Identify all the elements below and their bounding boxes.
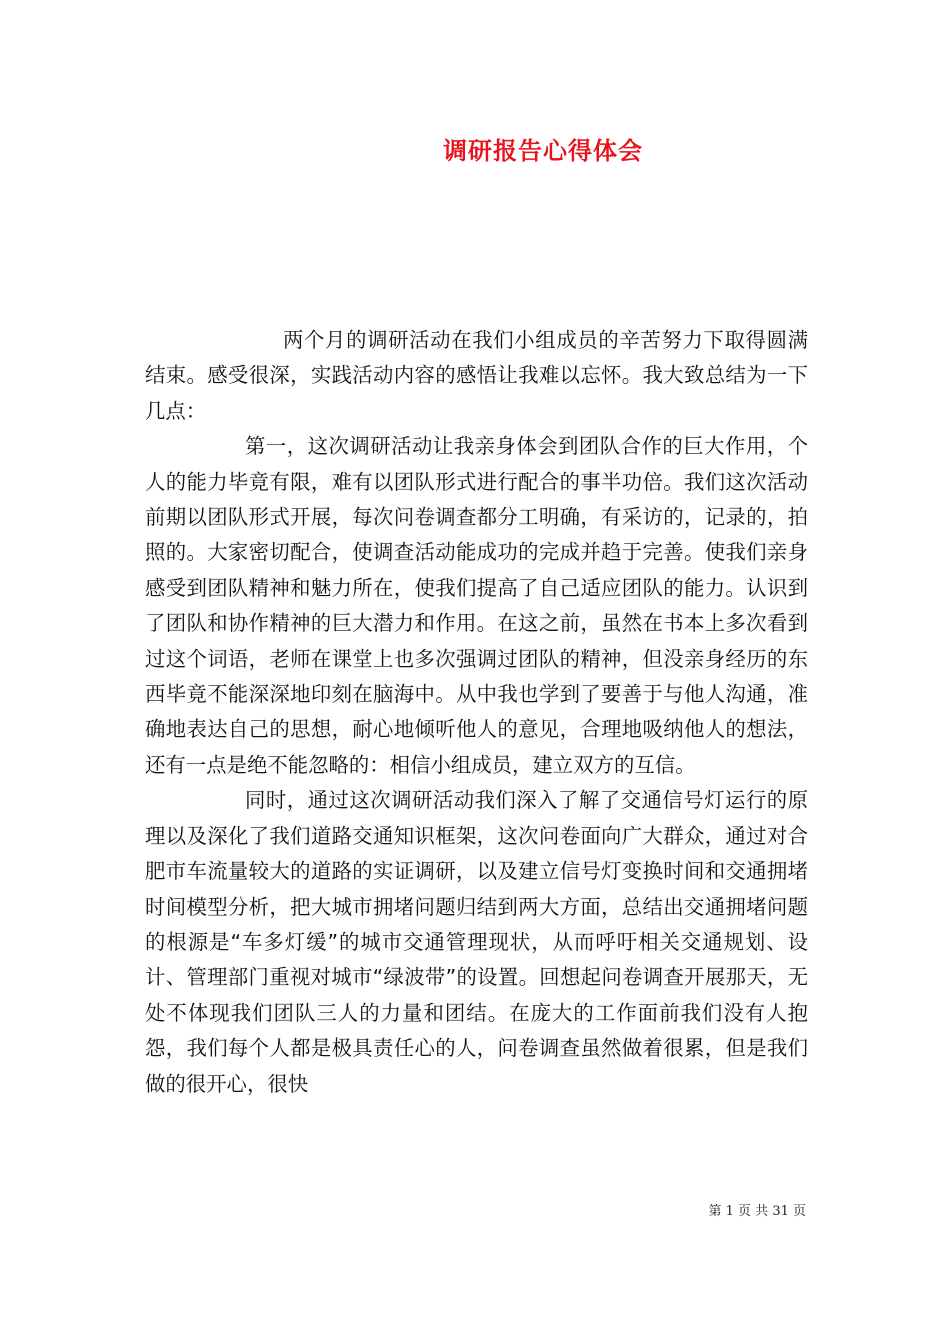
document-body	[145, 323, 808, 1102]
paragraph-teamwork: 第一，这次调研活动让我亲身体会到团队合作的巨大作用，个人的能力毕竟有限，难有以团队形式进行配合的事半功倍。我们这次活动前期以团队形式开展，每次问卷调查都分工明确，有采访的，记录的，拍照的。大家密切配合，使调查活动能成功的完成并趋于完善。使我们亲身感受到团队精神和魅力所在，使我们提高了自己适应团队的能力。认识到了团队和协作精神的巨大潜力和作用。在这之前，虽然在书本上多次看到过这个词语，老师在课堂上也多次强调过团队的精神，但没亲身经历的东西毕竟不能深深地印刻在脑海中。从中我也学到了要善于与他人沟通，准确地表达自己的思想，耐心地倾听他人的意见，合理地吸纳他人的想法，还有一点是绝不能忽略的：相信小组成员，建立双方的互信。	[145, 434, 808, 777]
document-title: 调研报告心得体会	[443, 136, 643, 165]
paragraph-traffic: 同时，通过这次调研活动我们深入了解了交通信号灯运行的原理以及深化了我们道路交通知识框架，这次问卷面向广大群众，通过对合肥市车流量较大的道路的实证调研，以及建立信号灯变换时间和交通拥堵时间模型分析，把大城市拥堵问题归结到两大方面，总结出交通拥堵问题的根源是“车多灯缓”的城市交通管理现状，从而呼吁相关交通规划、设计、管理部门重视对城市“绿波带”的设置。回想起问卷调查开展那天，无处不体现我们团队三人的力量和团结。在庞大的工作面前我们没有人抱怨，我们每个人都是极具责任心的人，问卷调查虽然做着很累，但是我们做的很开心，很快	[145, 788, 808, 1096]
page-number-footer: 第 1 页 共 31 页	[708, 1204, 806, 1219]
paragraph-intro: 两个月的调研活动在我们小组成员的辛苦努力下取得圆满结束。感受很深，实践活动内容的感悟让我难以忘怀。我大致总结为一下几点：	[145, 328, 808, 423]
